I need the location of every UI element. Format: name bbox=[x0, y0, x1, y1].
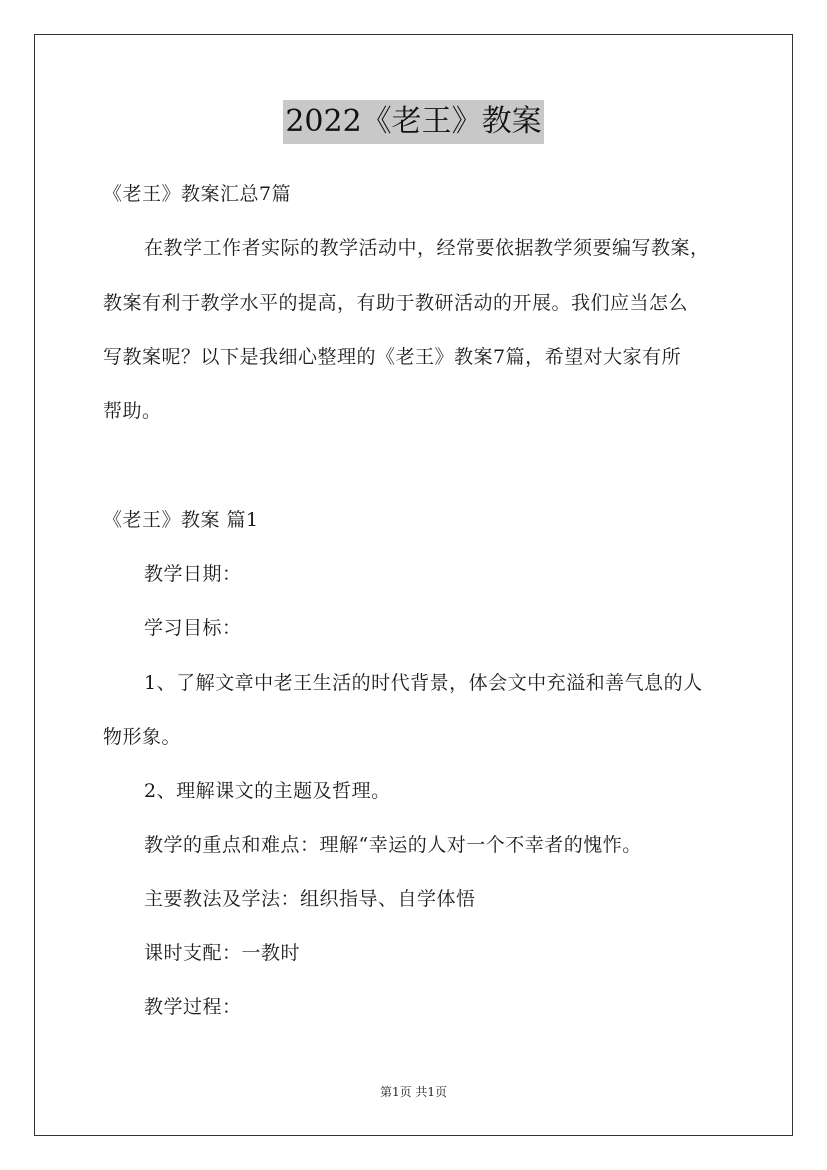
section-heading: 《老王》教案 篇1 bbox=[103, 509, 259, 531]
body-line-key-points: 教学的重点和难点：理解“幸运的人对一个不幸者的愧怍。 bbox=[144, 834, 642, 856]
intro-line-1: 在教学工作者实际的教学活动中，经常要依据教学须要编写教案， bbox=[144, 237, 710, 259]
intro-line-3: 写教案呢？以下是我细心整理的《老王》教案7篇，希望对大家有所 bbox=[103, 346, 682, 368]
document-subtitle: 《老王》教案汇总7篇 bbox=[103, 183, 292, 205]
body-line-learning-goals: 学习目标： bbox=[144, 617, 242, 639]
body-line-methods: 主要教法及学法：组织指导、自学体悟 bbox=[144, 888, 476, 910]
body-line-teaching-date: 教学日期： bbox=[144, 563, 242, 585]
body-line-goal-1-cont: 物形象。 bbox=[103, 726, 182, 748]
body-line-goal-2: 2、理解课文的主题及哲理。 bbox=[144, 780, 391, 802]
document-title: 2022《老王》教案 bbox=[283, 100, 543, 144]
intro-line-4: 帮助。 bbox=[103, 400, 162, 422]
body-line-goal-1: 1、了解文章中老王生活的时代背景，体会文中充溢和善气息的人 bbox=[144, 672, 703, 694]
body-line-process: 教学过程： bbox=[144, 996, 242, 1018]
body-line-schedule: 课时支配：一教时 bbox=[144, 942, 301, 964]
page-footer: 第1页 共1页 bbox=[379, 1085, 448, 1099]
intro-line-2: 教案有利于教学水平的提高，有助于教研活动的开展。我们应当怎么 bbox=[103, 292, 689, 314]
title-container bbox=[0, 100, 827, 144]
